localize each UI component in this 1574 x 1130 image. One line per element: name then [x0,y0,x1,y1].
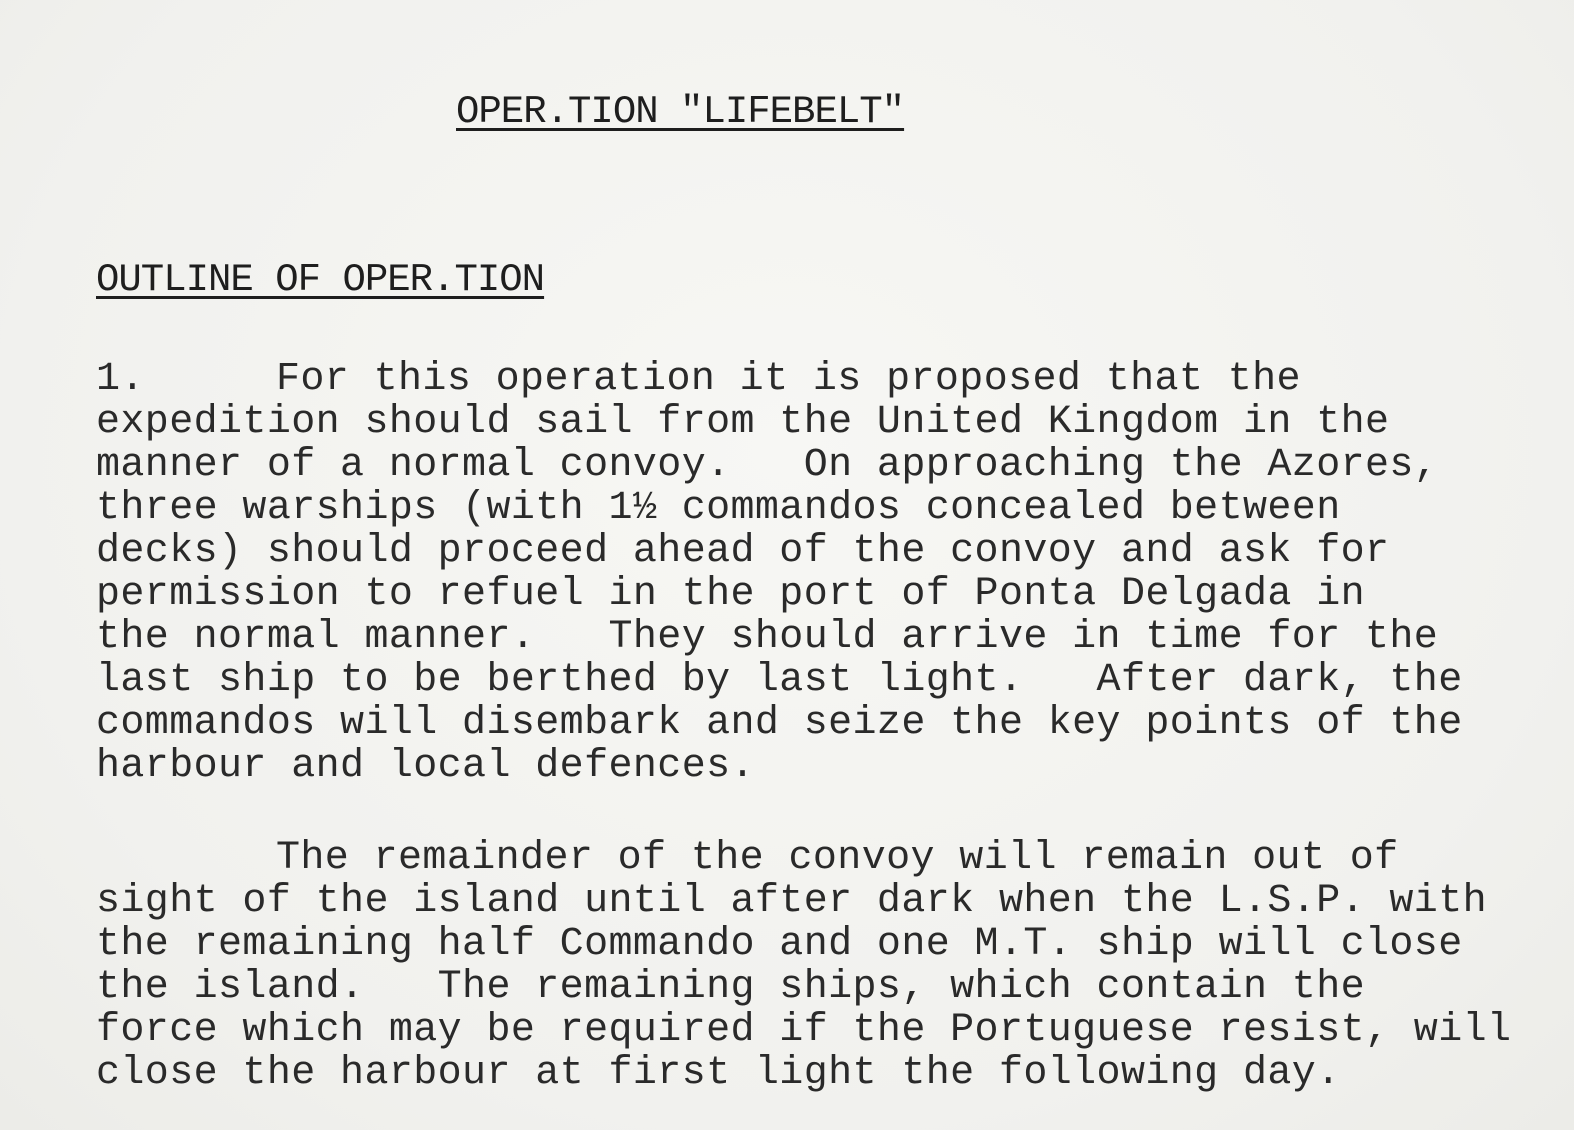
paragraph-line [96,358,1566,401]
line-text: The remainder of the convoy will remain out of [276,836,1399,881]
document-title: OPER.TION "LIFEBELT" [456,90,905,134]
paragraph-line [96,837,1566,880]
paragraph-line: decks) should proceed ahead of the convoy and ask for [96,529,1390,574]
paragraph-line: the remaining half Commando and one M.T. ship will close [96,922,1463,967]
paragraph-line: force which may be required if the Portuguese resist, will [96,1008,1512,1053]
paragraph-line: three warships (with 1½ commandos concealed between [96,486,1341,531]
paragraph-line: close the harbour at first light the following day. [96,1051,1341,1096]
paragraph-number: 1. [96,357,145,402]
paragraph-2 [96,837,1566,1095]
paragraph-line: the island. The remaining ships, which contain the [96,965,1366,1010]
paragraph-line: expedition should sail from the United Kingdom in the [96,400,1390,445]
paragraph-line: the normal manner. They should arrive in time for the [96,615,1439,660]
paragraph-line: manner of a normal convoy. On approaching the Azores, [96,443,1439,488]
section-heading: OUTLINE OF OPER.TION [96,258,545,302]
paragraph-line: commandos will disembark and seize the key points of the [96,701,1463,746]
paragraph-line: last ship to be berthed by last light. After dark, the [96,658,1463,703]
paragraph-line: sight of the island until after dark when the L.S.P. with [96,879,1488,924]
paragraph-line: harbour and local defences. [96,744,755,789]
line-text: For this operation it is proposed that the [276,357,1301,402]
paragraph-1 [96,358,1566,788]
paragraph-line: permission to refuel in the port of Ponta Delgada in [96,572,1366,617]
